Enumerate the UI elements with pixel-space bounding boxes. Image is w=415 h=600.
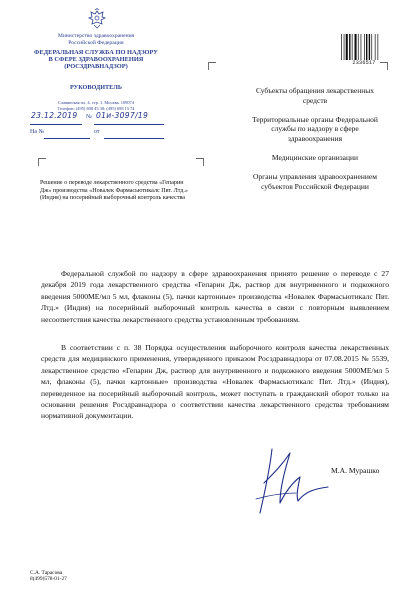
registration-date: 23.12.2019: [31, 111, 78, 120]
ministry-line-1: Министерство здравоохранения: [57, 33, 135, 39]
address-line-2: Телефон: (495) 698 45 38; (495) 698 15 74: [57, 105, 135, 111]
ministry-name: [40, 33, 152, 46]
barcode: [341, 34, 387, 60]
bracket-top-left: [38, 158, 46, 166]
subject-text: Решение о переводе лекарственного средства «Гепарин Дж» производства «Новалек Фармасьютикалс Пвт. Лтд.» (Индия) на посерийный выборочный контроль качества: [40, 180, 188, 202]
head-title: РУКОВОДИТЕЛЬ: [70, 84, 122, 91]
executor-phone: 8(499)578-01-27: [30, 576, 67, 583]
ministry-line-2: Российской Федерации: [68, 39, 124, 46]
recipient-2: Территориальные органы Федеральной службы по надзору в сфере здравоохранения: [252, 114, 378, 144]
bracket-top-right: [196, 158, 204, 166]
reference-line: [30, 129, 164, 139]
recipients-block: [246, 86, 384, 191]
address-line-1: Славянская пл. 4, стр. 1, Москва, 109074: [58, 100, 134, 105]
recipient-4: Органы управления здравоохранением субъектов Российской Федерации: [252, 171, 377, 191]
date-underline: [30, 124, 82, 125]
agency-line-2: В СФЕРЕ ЗДРАВООХРАНЕНИЯ: [48, 56, 144, 64]
registration-number: 01и-3097/19: [96, 111, 149, 120]
reference-underline-2: [104, 138, 164, 139]
agency-name: [30, 49, 162, 71]
recipient-1: Субъекты обращения лекарственных средств: [255, 86, 375, 105]
reference-from-label: от: [94, 129, 100, 135]
signer-name: М.А. Мурашко: [331, 466, 380, 475]
handwritten-signature: [250, 443, 334, 517]
agency-address: [30, 100, 162, 111]
registration-line: [30, 113, 164, 125]
coat-of-arms-icon: [86, 8, 108, 30]
reference-underline-1: [44, 138, 90, 139]
agency-line-1: ФЕДЕРАЛЬНАЯ СЛУЖБА ПО НАДЗОРУ: [34, 49, 158, 56]
number-sign: №: [86, 114, 92, 120]
recipient-3: Медицинские организации: [271, 152, 359, 162]
barcode-number: 2336517: [352, 60, 376, 66]
body-paragraph-2: В соответствии с п. 38 Порядка осуществления выборочного контроля качества лекарственных средств для медицинского применения, утвержденного приказом Росздравнадзора от 07.08.2015 № 5539, лекарственное средство «Гепарин Дж, раствор для внутривенного и подкожного введения 5000МЕ/мл 5 мл, флаконы (5), пачки картонные» производства «Новалек Фармасьютикалс Пвт. Лтд.» (Индия), переведенное на посерийный выборочный контроль, может поступать в гражданский оборот только на основании решения Росздравнадзора о соответствии качества лекарственного средства требованиям нормативной документации.: [41, 343, 389, 421]
number-underline: [94, 124, 164, 125]
body-paragraph-1: Федеральной службой по надзору в сфере здравоохранения принято решение о переводе с 27 декабря 2019 года лекарственного средства «Гепарин Дж, раствор для внутривенного и подкожного введения 5000МЕ/мл 5 мл, флаконы (5), пачки картонные» производства «Новалек Фармасьютикалс Пвт. Лтд.» (Индия) на посерийный выборочный контроль качества в связи с повторным выявлением несоответствия качества лекарственного средства установленным требованиям.: [41, 269, 389, 324]
executor-info: [30, 570, 67, 583]
bracket-address-top-left: [208, 62, 216, 70]
agency-line-3: (РОСЗДРАВНАДЗОР): [64, 63, 128, 71]
executor-name: С.А. Тарасова: [30, 570, 63, 576]
reference-label: На №: [30, 129, 45, 135]
